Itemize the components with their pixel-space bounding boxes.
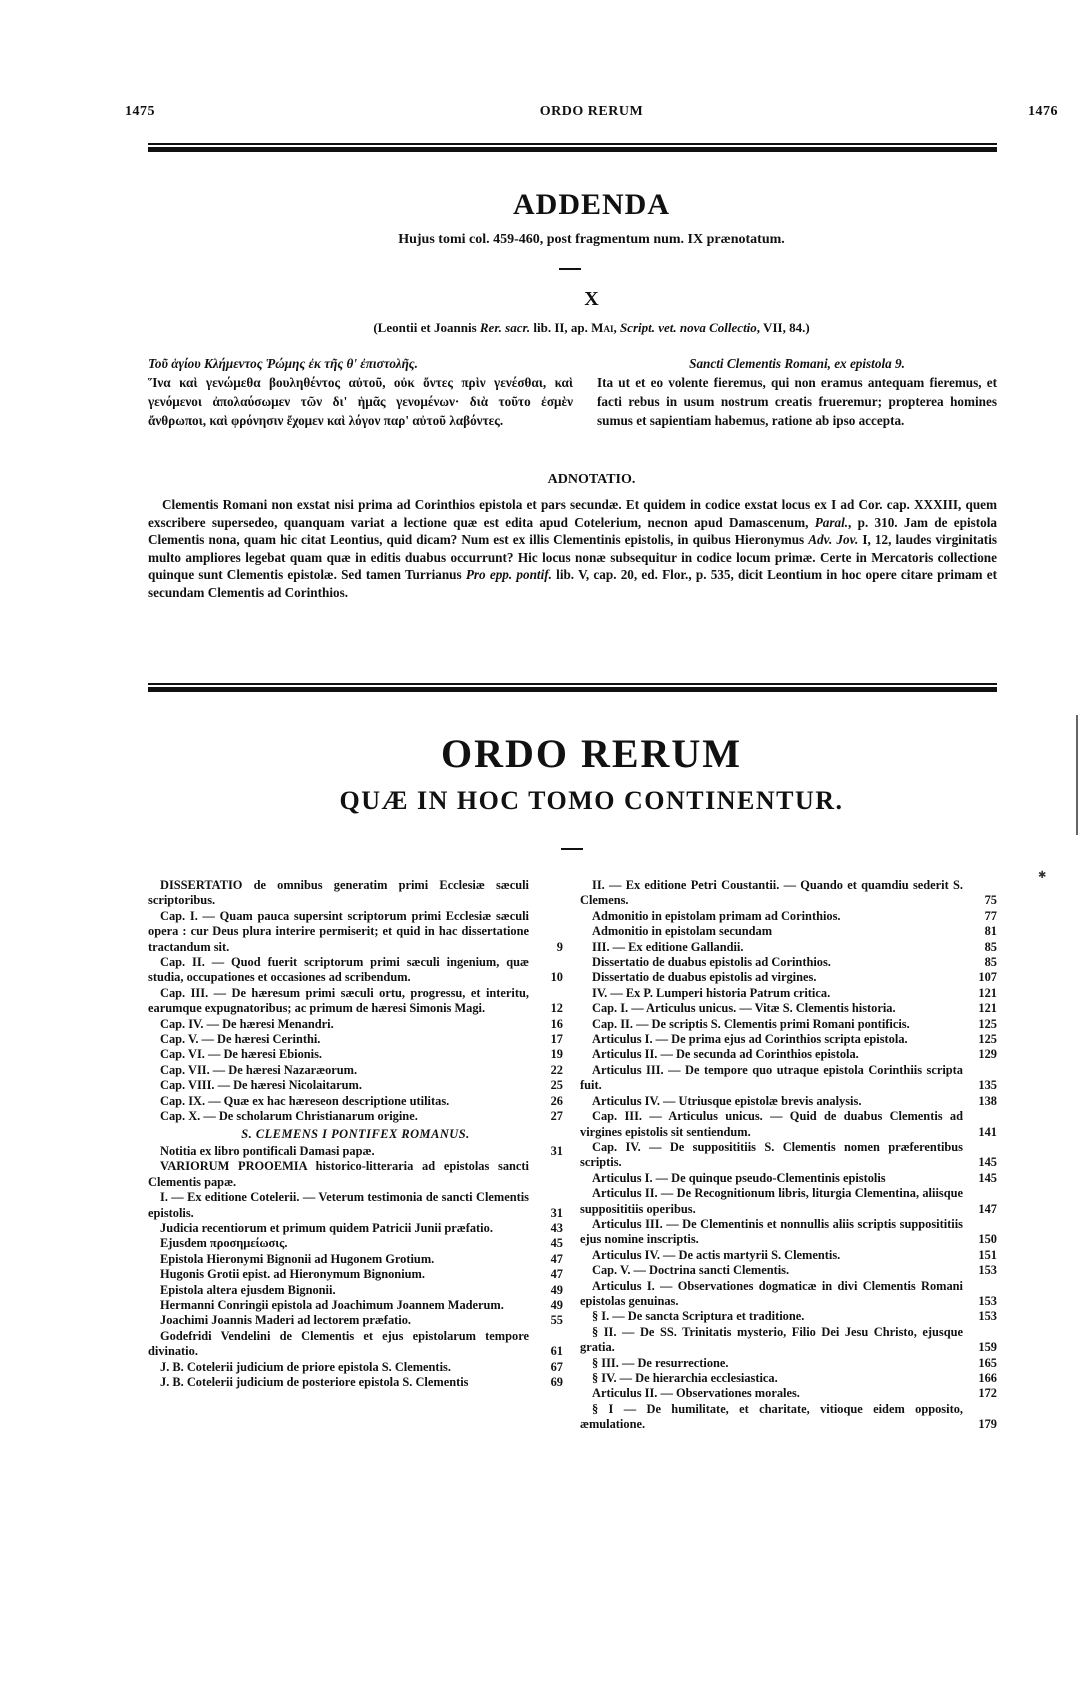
toc-entry: [580, 1171, 997, 1186]
toc-entry-title: Cap. I. — Quam pauca supersint scriptorum primi Ecclesiæ sæculi opera : cur Deus plura interire permiserit; et quid in hac dissertatione tractandum sit.: [148, 908, 529, 954]
toc-entry-page: 141: [962, 1125, 997, 1140]
toc-entry-title: Ejusdem προσημείωσις.: [160, 1236, 288, 1251]
toc-entry-page: 22: [535, 1063, 563, 1078]
toc-entry-title: Cap. IX. — Quæ ex hac hæreseon descriptione utilitas.: [160, 1093, 450, 1108]
toc-entry-title: § IV. — De hierarchia ecclesiastica.: [592, 1371, 778, 1385]
toc-entry-title: Articulus II. — De secunda ad Corinthios epistola.: [592, 1047, 859, 1062]
toc-entry-title: J. B. Cotelerii judicium de posteriore epistola S. Clementis: [160, 1375, 469, 1389]
toc-entry-title: Hugonis Grotii epist. ad Hieronymum Bignonium.: [160, 1267, 425, 1282]
divider-dash: [559, 268, 581, 270]
toc-entry: [580, 1325, 997, 1356]
toc-entry: [148, 1283, 563, 1298]
toc-entry: [580, 1248, 997, 1263]
greek-title: Τοῦ ἁγίου Κλήμεντος Ῥώμης ἐκ τῆς θ' ἐπιστολῆς.: [148, 356, 418, 371]
toc-entry: [148, 1159, 563, 1190]
toc-entry: [580, 1063, 997, 1094]
margin-line: [1076, 715, 1078, 835]
toc-entry: [148, 1236, 563, 1251]
toc-entry: [580, 1109, 997, 1140]
toc-entry: [148, 1032, 563, 1047]
toc-entry: [148, 1017, 563, 1032]
toc-entry-title: Cap. VIII. — De hæresi Nicolaitarum.: [160, 1078, 362, 1093]
ordo-title: ORDO RERUM: [440, 731, 743, 776]
toc-entry-page: 85: [969, 940, 997, 955]
toc-entry-page: 85: [969, 955, 997, 970]
toc-entry: [148, 1094, 563, 1109]
addenda-subtitle: Hujus tomi col. 459-460, post fragmentum num. IX prænotatum.: [398, 232, 785, 247]
toc-entry: [148, 1144, 563, 1159]
toc-entry: [148, 878, 563, 909]
toc-entry: [580, 1140, 997, 1171]
toc-entry-page: 166: [962, 1371, 997, 1386]
toc-entry: [148, 1375, 563, 1390]
toc-entry-page: 153: [962, 1294, 997, 1309]
page-number-left: 1475: [125, 104, 155, 119]
toc-entry: [148, 1109, 563, 1124]
toc-entry: [148, 909, 563, 955]
running-head: [125, 104, 1058, 124]
toc-entry: [148, 1190, 563, 1221]
toc-entry-title: II. — Ex editione Petri Coustantii. — Quando et quamdiu sederit S. Clemens.: [580, 878, 963, 908]
toc-entry-page: 55: [535, 1313, 563, 1328]
toc-entry-page: 77: [969, 909, 997, 924]
toc-entry: [148, 1078, 563, 1093]
toc-entry-title: Notitia ex libro pontificali Damasi papæ.: [160, 1143, 375, 1158]
toc-entry: [580, 878, 997, 909]
toc-entry-title: Cap. III. — Articulus unicus. — Quid de duabus Clementis ad virgines epistolis sit sentiendum.: [580, 1109, 963, 1139]
toc-entry-title: Articulus III. — De Clementinis et nonnullis aliis scriptis supposititiis ejus nomine inscriptis.: [580, 1216, 963, 1247]
page-number-right: 1476: [1028, 104, 1058, 119]
toc-entry-page: 81: [969, 924, 997, 939]
addenda-title: ADDENDA: [513, 188, 670, 221]
latin-title: Sancti Clementis Romani, ex epistola 9.: [689, 356, 905, 371]
toc-left-column: [148, 878, 563, 1390]
toc-entry: [148, 1298, 563, 1313]
toc-entry-page: 125: [962, 1032, 997, 1047]
toc-entry-title: Cap. VII. — De hæresi Nazaræorum.: [160, 1062, 358, 1077]
toc-entry-page: 26: [535, 1094, 563, 1109]
toc-entry: [148, 1267, 563, 1282]
toc-entry-page: 69: [535, 1375, 563, 1390]
divider-dash-2: [561, 848, 583, 850]
toc-entry: [148, 955, 563, 986]
toc-entry-page: 135: [962, 1078, 997, 1093]
toc-entry: [148, 1360, 563, 1375]
toc-entry-title: Articulus IV. — De actis martyrii S. Clementis.: [592, 1247, 841, 1262]
toc-entry-title: Dissertatio de duabus epistolis ad virgines.: [592, 970, 817, 985]
toc-entry-page: 138: [962, 1094, 997, 1109]
greek-text: Ἵνα καὶ γενώμεθα βουληθέντος αὐτοῦ, οὐκ ὄντες πρὶν γενέσθαι, καὶ γενόμενοι ἀπολαύσωμεν τῶν δι' ἡμᾶς γενομένων· διὰ τοῦτο ἐσμὲν ἄνθρωποι, καὶ φρόνησιν ἔχομεν καὶ λόγον παρ' αὐτοῦ λαβόντες.: [148, 375, 573, 428]
toc-entry: [580, 970, 997, 985]
toc-entry-page: 150: [962, 1232, 997, 1247]
top-rule-thick: [148, 147, 997, 152]
toc-entry-title: Dissertatio de duabus epistolis ad Corinthios.: [592, 955, 831, 970]
toc-entry-page: 25: [535, 1078, 563, 1093]
toc-entry-title: Epistola altera ejusdem Bignonii.: [160, 1282, 336, 1297]
toc-entry-page: 159: [962, 1340, 997, 1355]
toc-entry-title: Cap. IV. — De supposititiis S. Clementis nomen præferentibus scriptis.: [580, 1139, 963, 1170]
toc-entry-page: 49: [535, 1283, 563, 1298]
toc-entry-page: 31: [535, 1144, 563, 1159]
toc-entry-title: I. — Ex editione Cotelerii. — Veterum testimonia de sancti Clementis epistolis.: [148, 1190, 529, 1220]
toc-entry-title: Cap. III. — De hæresum primi sæculi ortu, progressu, et interitu, earumque expugnatoribus; ac primum de hæresi Simonis Magi.: [148, 985, 529, 1016]
toc-entry-page: 61: [535, 1344, 563, 1359]
toc-entry-page: 75: [969, 893, 997, 908]
toc-entry-title: § III. — De resurrectione.: [592, 1355, 729, 1370]
ordo-subtitle: QUÆ IN HOC TOMO CONTINENTUR.: [339, 786, 844, 815]
toc-entry-title: VARIORUM PROOEMIA historico-litteraria ad epistolas sancti Clementis papæ.: [148, 1159, 529, 1189]
greek-column: [148, 354, 573, 430]
toc-entry-page: 17: [535, 1032, 563, 1047]
toc-entry-page: 121: [962, 1001, 997, 1016]
toc-entry: [148, 1329, 563, 1360]
top-rule: [148, 143, 997, 145]
toc-entry-page: 172: [962, 1386, 997, 1401]
toc-entry-title: Articulus III. — De tempore quo utraque epistola Corinthiis scripta fuit.: [580, 1062, 963, 1093]
toc-entry-title: J. B. Cotelerii judicium de priore epistola S. Clementis.: [160, 1359, 451, 1374]
toc-entry: [148, 1252, 563, 1267]
toc-entry: [580, 1047, 997, 1062]
toc-entry: [580, 1032, 997, 1047]
toc-entry: [580, 986, 997, 1001]
toc-entry-title: § I — De humilitate, et charitate, vitioque eidem opposito, æmulatione.: [580, 1401, 963, 1432]
toc-entry: [580, 1371, 997, 1386]
toc-entry-page: 31: [535, 1206, 563, 1221]
toc-entry: [148, 1047, 563, 1062]
source-citation: (Leontii et Joannis Rer. sacr. lib. II, ap. Mai, Script. vet. nova Collectio, VII, 84.): [373, 320, 810, 335]
toc-entry-page: 47: [535, 1267, 563, 1282]
toc-entry: [580, 1017, 997, 1032]
toc-entry: [580, 1094, 997, 1109]
toc-entry-page: 19: [535, 1047, 563, 1062]
toc-entry-page: 9: [541, 940, 563, 955]
toc-entry-title: DISSERTATIO de omnibus generatim primi Ecclesiæ sæculi scriptoribus.: [148, 878, 529, 908]
toc-entry-page: 145: [962, 1155, 997, 1170]
toc-entry-title: § II. — De SS. Trinitatis mysterio, Filio Dei Jesu Christo, ejusque gratia.: [580, 1324, 963, 1355]
toc-entry-title: Godefridi Vendelini de Clementis et ejus epistolarum tempore divinatio.: [148, 1328, 529, 1359]
toc-entry-page: 153: [962, 1263, 997, 1278]
latin-column: [597, 354, 997, 430]
toc-entry-page: 147: [962, 1202, 997, 1217]
toc-entry: [580, 1309, 997, 1324]
toc-entry-title: Articulus I. — De quinque pseudo-Clementinis epistolis: [592, 1170, 886, 1185]
toc-entry: [148, 1221, 563, 1236]
toc-entry-page: 107: [962, 970, 997, 985]
toc-entry: [580, 909, 997, 924]
toc-entry-page: 27: [535, 1109, 563, 1124]
toc-entry-title: Judicia recentiorum et primum quidem Patricii Junii præfatio.: [160, 1220, 493, 1235]
toc-entry-title: Articulus I. — De prima ejus ad Corinthios scripta epistola.: [592, 1032, 908, 1047]
toc-entry-page: 47: [535, 1252, 563, 1267]
toc-entry-title: Cap. IV. — De hæresi Menandri.: [160, 1016, 334, 1031]
toc-entry-title: § I. — De sancta Scriptura et traditione.: [592, 1309, 805, 1324]
toc-entry-page: 67: [535, 1360, 563, 1375]
toc-entry-title: III. — Ex editione Gallandii.: [592, 939, 744, 954]
toc-entry-page: 151: [962, 1248, 997, 1263]
margin-mark: ✱: [1038, 870, 1047, 881]
toc-entry-title: Hermanni Conringii epistola ad Joachimum Joannem Maderum.: [160, 1297, 504, 1312]
toc-entry-title: Articulus II. — De Recognitionum libris, liturgia Clementina, aliisque supposititiis operibus.: [580, 1186, 963, 1216]
toc-entry-page: 125: [962, 1017, 997, 1032]
toc-entry-title: Articulus I. — Observationes dogmaticæ in divi Clementis Romani epistolas genuinas.: [580, 1278, 963, 1308]
toc-entry-page: 165: [962, 1356, 997, 1371]
adnotatio-title: ADNOTATIO.: [547, 472, 636, 487]
toc-entry-title: Cap. II. — De scriptis S. Clementis primi Romani pontificis.: [592, 1016, 910, 1031]
toc-entry: [580, 1186, 997, 1217]
toc-entry: [580, 924, 997, 939]
toc-entry-page: 153: [962, 1309, 997, 1324]
toc-entry-title: Cap. II. — Quod fuerit scriptorum primi sæculi ingenium, quæ studia, occupationes et occasiones ad scribendum.: [148, 955, 529, 985]
section-rule-thick: [148, 687, 997, 692]
toc-entry-title: Articulus II. — Observationes morales.: [592, 1386, 800, 1401]
toc-entry: [148, 1313, 563, 1328]
latin-text: Ita ut et eo volente fieremus, qui non eramus antequam fieremus, et facti rebus in usum nostrum creatis frueremur; propterea homines sumus et sapientiam habemus, ratione ab ipso accepta.: [597, 375, 997, 428]
toc-entry-title: Cap. I. — Articulus unicus. — Vitæ S. Clementis historia.: [592, 1001, 896, 1016]
toc-entry-title: Cap. VI. — De hæresi Ebionis.: [160, 1047, 323, 1062]
toc-entry: [580, 1402, 997, 1433]
running-title: ORDO RERUM: [539, 104, 644, 119]
fragment-number: X: [584, 288, 599, 310]
toc-entry: [148, 1063, 563, 1078]
toc-entry: [580, 1263, 997, 1278]
toc-section-heading: S. CLEMENS I PONTIFEX ROMANUS.: [241, 1126, 470, 1141]
toc-entry-page: 145: [962, 1171, 997, 1186]
toc-entry: [580, 1386, 997, 1401]
section-rule: [148, 683, 997, 685]
toc-entry: [580, 955, 997, 970]
toc-entry: [580, 940, 997, 955]
toc-entry-page: 10: [535, 970, 563, 985]
toc-entry: [148, 986, 563, 1017]
toc-entry-title: IV. — Ex P. Lumperi historia Patrum critica.: [592, 985, 831, 1000]
toc-entry-title: Articulus IV. — Utriusque epistolæ brevis analysis.: [592, 1093, 862, 1108]
toc-entry-page: 16: [535, 1017, 563, 1032]
adnotatio-text: Clementis Romani non exstat nisi prima ad Corinthios epistola et pars secundæ. Et quidem in codice exstat locus ex I ad Cor. cap. XXXIII, quem exscribere supersedeo, quanquam variat a lectione quæ est edita apud Cotelerium, necnon apud Damascenum, Paral., p. 310. Jam de epistola Clementis nona, quam hic citat Leontius, quid dicam? Num est ex illis Clementinis epistolis, in quibus Hieronymus Adv. Jov. I, 12, laudes virginitatis multo ampliores legebat quam quæ in editis duabus occurrunt? Hic locus nonæ subsequitur in codice locum primæ. Certe in Mercatoris collectione quinque sunt Clementis epistolæ. Sed tamen Turrianus Pro epp. pontif. lib. V, cap. 20, ed. Flor., p. 535, dicit Leontium in hoc opere citare primam et secundam Clementis ad Corinthios.: [148, 497, 997, 600]
toc-entry-page: 43: [535, 1221, 563, 1236]
toc-entry-title: Joachimi Joannis Maderi ad lectorem præfatio.: [160, 1313, 411, 1328]
toc-entry-page: 121: [962, 986, 997, 1001]
toc-entry-page: 45: [535, 1236, 563, 1251]
toc-entry-page: 12: [535, 1001, 563, 1016]
toc-entry-title: Admonitio in epistolam primam ad Corinthios.: [592, 908, 841, 923]
toc-entry: [580, 1279, 997, 1310]
toc-entry-title: Admonitio in epistolam secundam: [592, 924, 773, 939]
toc-entry: [580, 1356, 997, 1371]
toc-entry-title: Cap. V. — De hæresi Cerinthi.: [160, 1032, 321, 1047]
toc-entry: [580, 1001, 997, 1016]
toc-entry-title: Cap. V. — Doctrina sancti Clementis.: [592, 1263, 790, 1278]
toc-entry: [580, 1217, 997, 1248]
toc-entry-page: 129: [962, 1047, 997, 1062]
toc-entry-title: Cap. X. — De scholarum Christianarum origine.: [160, 1109, 418, 1124]
toc-right-column: [580, 878, 997, 1433]
toc-entry-page: 49: [535, 1298, 563, 1313]
toc-entry-title: Epistola Hieronymi Bignonii ad Hugonem Grotium.: [160, 1251, 435, 1266]
toc-entry-page: 179: [962, 1417, 997, 1432]
